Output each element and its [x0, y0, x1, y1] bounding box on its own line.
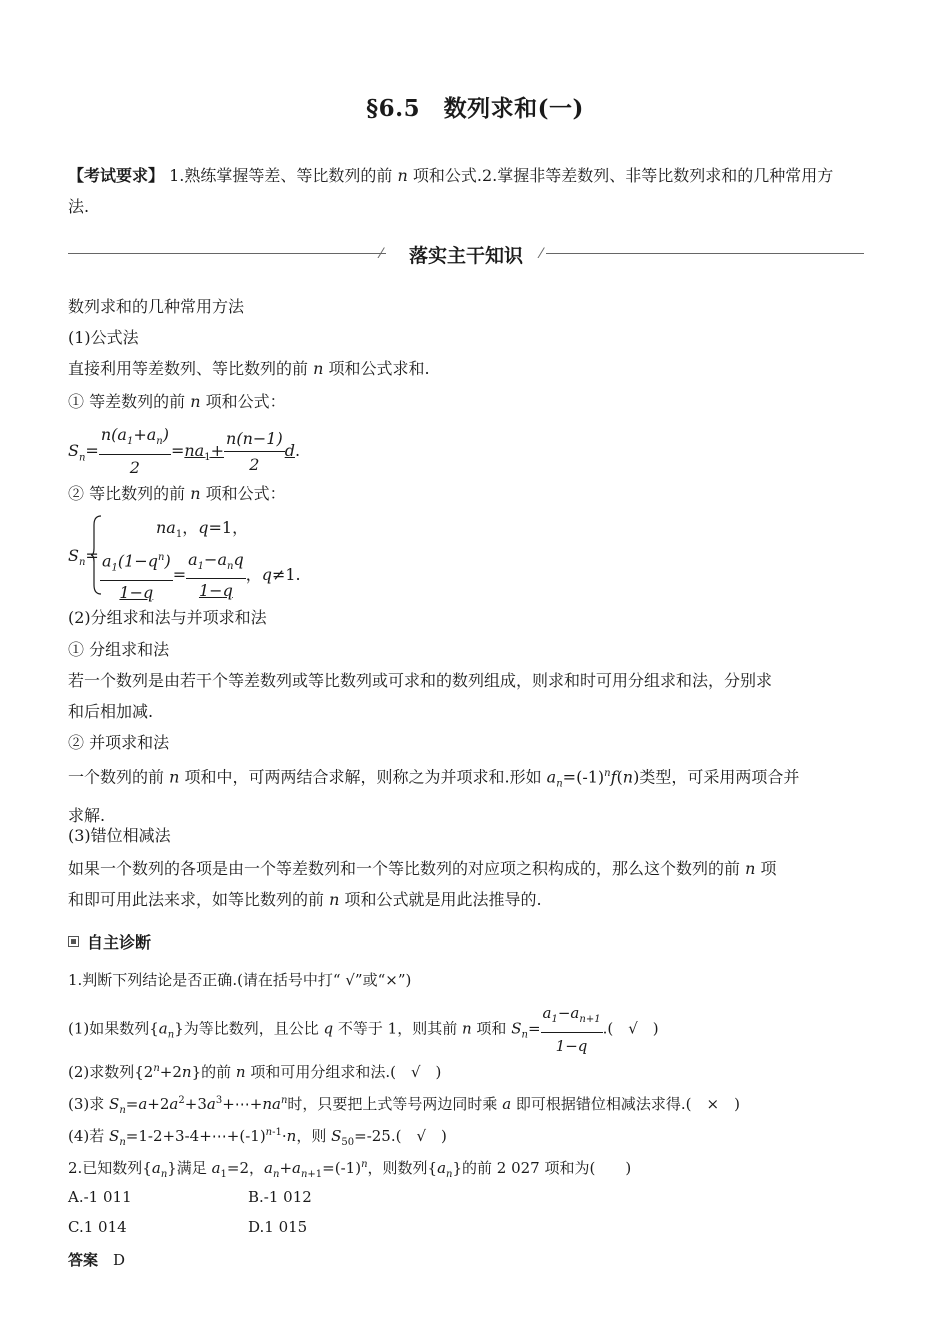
page-title: §6.5 数列求和(一) [366, 95, 584, 122]
method-1-desc: 直接利用等差数列、等比数列的前 n 项和公式求和. [68, 359, 430, 378]
exam-requirement: 【考试要求】 1.熟练掌握等差、等比数列的前 n 项和公式.2.掌握非等差数列、非等比数列求和的几种常用方 法. [68, 166, 834, 216]
option-b: B.-1 012 [248, 1188, 312, 1206]
requirement-label: 【考试要求】 [68, 166, 165, 185]
group-sum-desc: 若一个数列是由若干个等差数列或等比数列或可求和的数列组成，则求和时可用分组求和法，分别求 和后相加减. [68, 671, 773, 721]
slash-left-icon: ⁄ [380, 246, 383, 262]
geometric-sum-label: ② 等比数列的前 n 项和公式： [68, 484, 286, 503]
fraction: $\frac{n(n-1)}{2}$ [226, 428, 283, 474]
method-3-desc: 如果一个数列的各项是由一个等差数列和一个等比数列的对应项之积构成的，那么这个数列的前 n 项 和即可用此法来求，如等比数列的前 n 项和公式就是用此法推导的. [68, 859, 777, 909]
square-bullet-icon [68, 936, 79, 947]
pair-sum-desc: 一个数列的前 n 项和中，可两两结合求解，则称之为并项求和.形如 $a_n=(-1)^nf(n)$类型，可采用两项合并 求解. [68, 767, 800, 825]
question-1-item-1: (1)如果数列$\{a_n\}$为等比数列，且公比 q 不等于 1，则其前 n 项和 $S_n=$ $\frac{a_1-a_{n+1}}{1-q}$ .( √ ) [68, 1004, 659, 1055]
divider-right [546, 253, 864, 254]
method-3-title: (3)错位相减法 [68, 826, 171, 845]
geometric-case-1: $na_1$，q=1， [156, 518, 249, 541]
fraction: $\frac{n(a_1+a_n)}{2}$ [100, 425, 169, 478]
question-1-item-2: (2)求数列$\{2^n+2n\}$的前 n 项和可用分组求和法.( √ ) [68, 1063, 442, 1081]
section-heading: 落实主干知识 [408, 245, 523, 267]
question-1-item-3: (3)求 $S_n=a+2a^2+3a^3+\cdots+na^n$时，只要把上式等号两边同时乘 a 即可根据错位相减法求得.( × ) [68, 1095, 740, 1116]
question-1-item-4: (4)若 $S_n=1-2+3-4+\cdots+(-1)^{n-1}\cdot n$，则 $S_{50}=-25$.( √ ) [68, 1127, 447, 1148]
group-sum-title: ① 分组求和法 [68, 640, 170, 659]
fraction: $\frac{a_1(1-q^n)}{1-q}$ [100, 548, 173, 603]
method-2-title: (2)分组求和法与并项求和法 [68, 608, 267, 627]
pair-sum-title: ② 并项求和法 [68, 733, 170, 752]
option-c: C.1 014 [68, 1218, 127, 1236]
slash-right-icon: ⁄ [540, 246, 543, 262]
geometric-case-2: $\frac{a_1(1-q^n)}{1-q}$ = $\frac{a_1-a_nq}{1-q}$ ，q≠1. [102, 549, 301, 602]
question-2-stem: 2.已知数列$\{a_n\}$满足 $a_1=2$，$a_n+a_{n+1}=(-1)^n$，则数列$\{a_n\}$的前 2 027 项和为( ) [68, 1159, 632, 1180]
arithmetic-sum-formula: $S_n=$ $\frac{n(a_1+a_n)}{2}$ $=na_1+$ $\frac{n(n-1)}{2}$ d. [68, 425, 301, 478]
section-heading-bar [68, 240, 864, 268]
diagnosis-heading: 自主诊断 [68, 930, 151, 953]
question-1-stem: 1.判断下列结论是否正确.(请在括号中打“ √”或“×”) [68, 971, 412, 989]
answer-line [68, 1249, 125, 1270]
arithmetic-sum-label: ① 等差数列的前 n 项和公式： [68, 392, 286, 411]
fraction: $\frac{a_1-a_nq}{1-q}$ [188, 549, 244, 600]
option-d: D.1 015 [248, 1218, 308, 1236]
option-a: A.-1 011 [68, 1188, 132, 1206]
fraction: $\frac{a_1-a_{n+1}}{1-q}$ [542, 1004, 601, 1055]
methods-intro: 数列求和的几种常用方法 [68, 297, 245, 316]
answer-label: 答案 [68, 1251, 99, 1269]
answer-value: D [113, 1251, 126, 1269]
method-1-title: (1)公式法 [68, 328, 139, 347]
geometric-sum-lhs: $S_n=$ [68, 546, 99, 569]
